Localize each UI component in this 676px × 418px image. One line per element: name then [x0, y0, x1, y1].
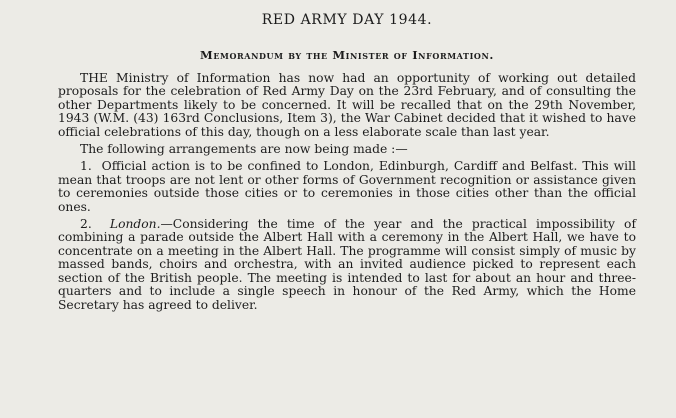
document-title: RED ARMY DAY 1944. — [261, 12, 433, 28]
paragraph-number: 2. — [80, 217, 92, 232]
paragraph-number: 1. — [80, 159, 92, 174]
paragraph-heading: London. — [109, 217, 161, 232]
numbered-paragraph-1 — [58, 160, 636, 214]
numbered-paragraph-2 — [58, 218, 636, 312]
memorandum-subtitle: Memorandum by the Minister of Information. — [200, 48, 494, 62]
paragraph-body: —Considering the time of the year and the practical impossibility of combining a parade outside the Albert Hall with a ceremony in the Albert Hall, we have to concentrate on a meeting in the Albert Hall. The programme will consist simply of music by massed bands, choirs and orchestra, with an invited audience picked to represent each section of the British people. The meeting is intended to last for about an hour and three-quarters and to include a single speech in honour of the Red Army, which the Home Secretary has agreed to deliver. — [58, 217, 636, 312]
paragraph-body: Official action is to be confined to London, Edinburgh, Cardiff and Belfast. This will mean that troops are not lent or other forms of Government recognition or assistance given to ceremonies outside those cities or to ceremonies in those cities other than the official ones. — [58, 159, 636, 214]
arrangements-paragraph: The following arrangements are now being made :— — [80, 142, 408, 157]
intro-paragraph: THE Ministry of Information has now had an opportunity of working out detailed proposals for the celebration of Red Army Day on the 23rd February, and of consulting the other Departments likely to be concerned. It will be recalled that on the 29th November, 1943 (W.M. (43) 163rd Conclusions, Item 3), the War Cabinet decided that it wished to have official celebrations of this day, though on a less elaborate scale than last year. — [58, 71, 636, 139]
